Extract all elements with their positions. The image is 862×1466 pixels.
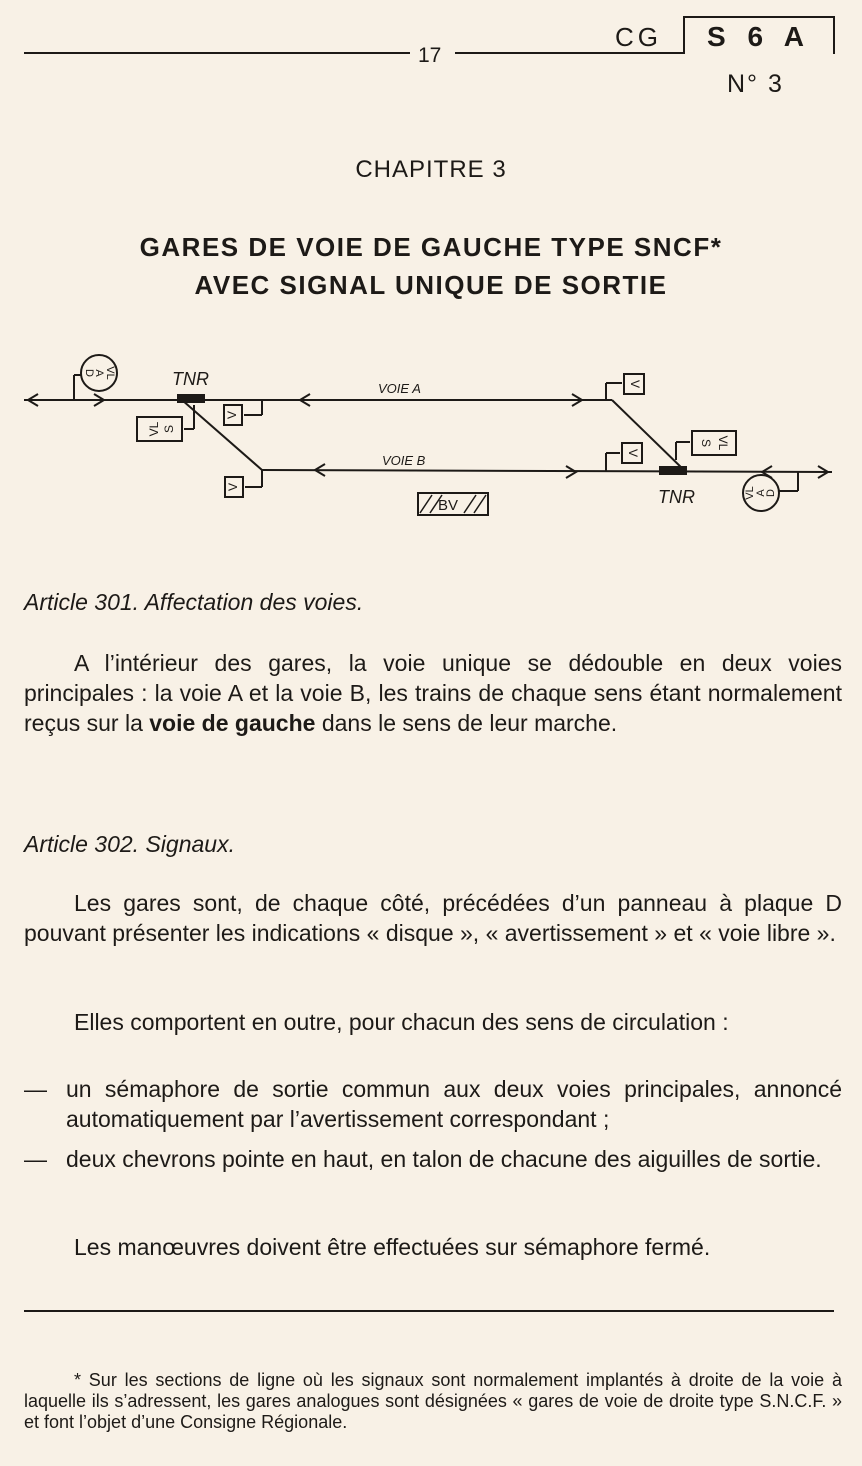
label-tnr-left: TNR — [172, 369, 209, 389]
label-tnr-right: TNR — [658, 487, 695, 507]
article-301-text-after: dans le sens de leur marche. — [315, 710, 618, 736]
article-301-text-before: A l’intérieur des gares, la voie unique se dédouble en deux voies principales : la voie A et la voie B, les trains de chaque sens étant normalement reçus sur la — [24, 650, 842, 736]
tnr-marker-left — [178, 395, 204, 402]
track-voie-b — [262, 470, 832, 472]
article-302-para3: Les manœuvres doivent être effectuées sur sémaphore fermé. — [74, 1234, 711, 1260]
label-voie-a: VOIE A — [378, 381, 421, 396]
chevron-right-bottom-label: V — [625, 448, 640, 458]
disk-left-vl: VL — [104, 366, 117, 380]
article-302-heading: Article 302. Signaux. — [24, 831, 235, 857]
disk-right-vl: VL — [743, 486, 756, 500]
article-302-item-1 — [24, 1074, 842, 1134]
chevron-right-top-label: V — [627, 379, 642, 389]
semaphore-left-s: S — [162, 424, 177, 434]
footnote-rule — [24, 1310, 834, 1312]
article-301-heading: Article 301. Affectation des voies. — [24, 589, 364, 615]
disk-right-a: A — [754, 489, 767, 497]
switch-right-diagonal — [612, 400, 686, 472]
label-building: BV — [438, 497, 459, 514]
label-voie-b: VOIE B — [382, 453, 426, 468]
disk-left-a: A — [93, 369, 106, 377]
semaphore-right-vl: VL — [715, 435, 730, 451]
chevron-left-bottom-label: V — [226, 482, 241, 492]
item-text: deux chevrons pointe en haut, en talon de chacune des aiguilles de sortie. — [66, 1146, 822, 1172]
semaphore-left-vl: VL — [147, 421, 162, 437]
tnr-marker-right — [660, 467, 686, 474]
semaphore-right-s: S — [698, 438, 713, 448]
item-text: un sémaphore de sortie commun aux deux voies principales, annoncé automatiquement par l’avertissement correspondant ; — [66, 1076, 842, 1132]
chapter-title-line1: GARES DE VOIE DE GAUCHE TYPE SNCF* — [139, 232, 723, 262]
document-number: N° 3 — [727, 70, 784, 98]
page-number: 17 — [418, 44, 442, 67]
article-302-item-2 — [24, 1144, 842, 1174]
header-rule-left — [24, 52, 410, 54]
dash-marker: — — [24, 1076, 47, 1102]
track-diagram — [0, 345, 862, 535]
reference-box: S 6 A — [683, 16, 835, 54]
article-301-text — [24, 648, 842, 738]
disk-left-d: D — [83, 369, 96, 377]
cg-label: CG — [615, 22, 662, 52]
chapter-label: CHAPITRE 3 — [355, 156, 507, 183]
article-301-text-bold: voie de gauche — [149, 710, 316, 736]
chapter-title-line2: AVEC SIGNAL UNIQUE DE SORTIE — [194, 270, 668, 300]
footnote: * Sur les sections de ligne où les signaux sont normalement implantés à droite de la voie à laquelle ils s’adressent, les gares analogues sont désignées « gares de voie de droite type S.N.C.F. » et font l’objet d’une Consigne Régionale. — [24, 1370, 842, 1432]
article-302-para1: Les gares sont, de chaque côté, précédées d’un panneau à plaque D pouvant présenter les indications « disque », « avertissement » et « voie libre ». — [24, 890, 842, 946]
dash-marker: — — [24, 1146, 47, 1172]
article-302-para2: Elles comportent en outre, pour chacun des sens de circulation : — [74, 1009, 729, 1035]
disk-right-d: D — [764, 489, 777, 497]
chevron-left-top-label: V — [225, 410, 240, 420]
